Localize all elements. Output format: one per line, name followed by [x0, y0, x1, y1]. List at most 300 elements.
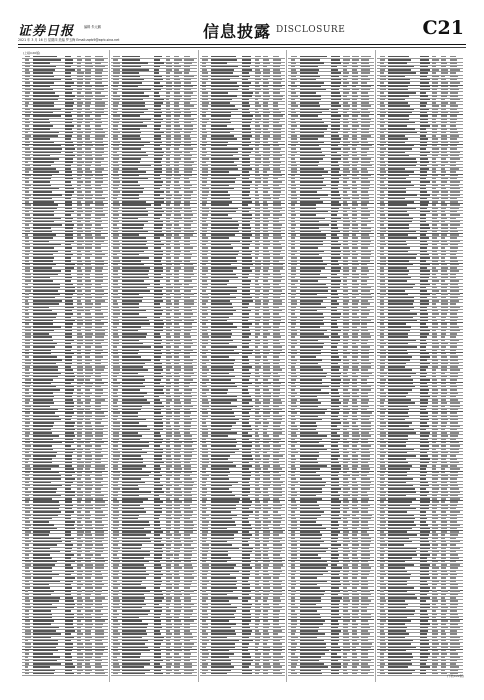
table-cell	[361, 353, 369, 355]
table-cell	[343, 204, 348, 206]
table-cell	[291, 79, 297, 81]
table-cell	[202, 86, 206, 88]
table-cell	[154, 392, 164, 394]
table-cell	[184, 320, 194, 322]
table-cell	[122, 109, 148, 111]
table-cell	[263, 376, 269, 378]
table-cell	[113, 551, 118, 553]
table-cell	[273, 89, 280, 91]
table-cell	[202, 402, 208, 404]
table-cell	[174, 607, 182, 609]
table-cell	[184, 670, 194, 672]
table-cell	[211, 257, 236, 259]
table-cell	[352, 244, 357, 246]
table-cell	[343, 485, 348, 487]
table-cell	[202, 607, 208, 609]
table-cell	[291, 270, 296, 272]
table-cell	[166, 277, 171, 279]
table-cell	[33, 590, 54, 592]
table-cell	[25, 557, 30, 559]
table-cell	[263, 647, 270, 649]
table-cell	[300, 274, 321, 276]
table-cell	[25, 495, 29, 497]
table-cell	[184, 218, 191, 220]
table-cell	[242, 594, 248, 596]
table-cell	[184, 112, 191, 114]
table-cell	[184, 175, 192, 177]
table-cell	[174, 623, 182, 625]
table-cell	[154, 604, 160, 606]
table-cell	[263, 673, 268, 675]
table-cell	[25, 376, 29, 378]
table-cell	[361, 432, 369, 434]
table-cell	[65, 485, 71, 487]
table-cell	[184, 307, 191, 309]
table-cell	[25, 389, 29, 391]
table-cell	[361, 171, 368, 173]
table-cell	[255, 462, 260, 464]
table-cell	[95, 449, 102, 451]
table-cell	[343, 465, 347, 467]
table-cell	[211, 468, 230, 470]
table-cell	[77, 227, 82, 229]
table-cell	[255, 152, 260, 154]
table-cell	[154, 376, 163, 378]
table-cell	[255, 353, 260, 355]
table-cell	[361, 452, 370, 454]
table-cell	[242, 567, 252, 569]
table-cell	[242, 590, 250, 592]
table-cell	[255, 277, 260, 279]
table-cell	[174, 468, 182, 470]
table-cell	[33, 587, 50, 589]
table-cell	[65, 119, 73, 121]
table-cell	[361, 208, 368, 210]
table-cell	[85, 551, 90, 553]
table-cell	[184, 119, 194, 121]
table-cell	[263, 234, 269, 236]
table-cell	[166, 178, 171, 180]
table-cell	[184, 604, 194, 606]
table-cell	[174, 505, 180, 507]
table-cell	[300, 62, 324, 64]
table-cell	[166, 422, 171, 424]
table-cell	[352, 274, 359, 276]
table-cell	[65, 336, 72, 338]
table-cell	[113, 125, 117, 127]
table-cell	[343, 168, 348, 170]
table-cell	[255, 511, 260, 513]
table-cell	[166, 191, 170, 193]
table-cell	[77, 399, 81, 401]
table-cell	[85, 485, 92, 487]
table-cell	[255, 56, 261, 58]
table-cell	[122, 76, 140, 78]
table-cell	[33, 501, 59, 503]
table-cell	[77, 336, 83, 338]
table-cell	[273, 244, 281, 246]
table-cell	[174, 581, 180, 583]
table-cell	[211, 125, 227, 127]
table-cell	[33, 218, 61, 220]
table-cell	[202, 630, 206, 632]
table-cell	[255, 452, 260, 454]
table-cell	[255, 498, 259, 500]
table-cell	[113, 376, 117, 378]
table-cell	[25, 326, 32, 328]
table-cell	[25, 59, 29, 61]
table-cell	[242, 574, 250, 576]
table-cell	[242, 161, 249, 163]
table-cell	[263, 158, 269, 160]
table-cell	[154, 369, 163, 371]
table-cell	[343, 468, 349, 470]
table-cell	[77, 511, 81, 513]
table-cell	[352, 396, 360, 398]
table-cell	[352, 191, 357, 193]
table-cell	[352, 148, 356, 150]
table-cell	[154, 95, 160, 97]
table-cell	[352, 227, 358, 229]
table-cell	[352, 317, 359, 319]
table-cell	[77, 138, 82, 140]
table-cell	[343, 290, 348, 292]
table-cell	[184, 409, 190, 411]
table-cell	[95, 155, 102, 157]
table-cell	[33, 515, 57, 517]
table-cell	[174, 76, 179, 78]
table-cell	[33, 264, 56, 266]
table-cell	[352, 482, 357, 484]
table-cell	[211, 574, 230, 576]
table-cell	[361, 515, 371, 517]
table-cell	[242, 442, 251, 444]
table-cell	[343, 211, 347, 213]
table-cell	[331, 475, 338, 477]
table-cell	[33, 356, 57, 358]
table-cell	[122, 376, 144, 378]
table-cell	[95, 333, 105, 335]
table-cell	[77, 224, 83, 226]
table-cell	[184, 656, 190, 658]
table-cell	[65, 491, 75, 493]
table-cell	[273, 132, 282, 134]
table-cell	[343, 142, 349, 144]
table-cell	[122, 303, 139, 305]
table-cell	[263, 317, 270, 319]
table-cell	[255, 132, 262, 134]
table-cell	[343, 155, 349, 157]
table-cell	[211, 155, 233, 157]
table-cell	[25, 138, 29, 140]
table-cell	[25, 227, 30, 229]
table-cell	[211, 323, 233, 325]
table-cell	[77, 518, 82, 520]
table-cell	[33, 191, 52, 193]
table-cell	[184, 152, 190, 154]
table-cell	[166, 554, 173, 556]
table-cell	[291, 251, 298, 253]
table-cell	[166, 102, 171, 104]
table-cell	[242, 313, 248, 315]
table-cell	[343, 534, 348, 536]
table-cell	[184, 478, 192, 480]
table-cell	[95, 412, 104, 414]
table-cell	[202, 647, 206, 649]
table-cell	[202, 92, 207, 94]
table-cell	[85, 449, 90, 451]
table-cell	[65, 663, 73, 665]
table-cell	[352, 165, 358, 167]
table-cell	[291, 175, 295, 177]
table-cell	[65, 548, 73, 550]
table-cell	[352, 323, 360, 325]
table-cell	[25, 343, 31, 345]
table-cell	[202, 376, 207, 378]
table-cell	[65, 89, 73, 91]
table-cell	[65, 95, 75, 97]
table-cell	[25, 280, 31, 282]
table-cell	[113, 227, 119, 229]
table-cell	[85, 69, 91, 71]
table-cell	[343, 389, 348, 391]
table-cell	[25, 102, 29, 104]
table-cell	[263, 541, 269, 543]
table-cell	[273, 597, 281, 599]
table-cell	[166, 330, 172, 332]
table-cell	[211, 501, 239, 503]
table-cell	[166, 571, 170, 573]
table-cell	[77, 465, 84, 467]
table-cell	[113, 346, 117, 348]
table-cell	[166, 198, 171, 200]
table-cell	[154, 336, 161, 338]
table-cell	[242, 544, 248, 546]
table-cell	[77, 128, 81, 130]
table-cell	[95, 673, 105, 675]
table-cell	[242, 237, 250, 239]
table-cell	[300, 501, 317, 503]
table-cell	[33, 181, 49, 183]
table-cell	[331, 303, 339, 305]
table-cell	[122, 56, 140, 58]
table-cell	[65, 544, 73, 546]
table-cell	[202, 82, 206, 84]
table-cell	[291, 188, 297, 190]
table-cell	[291, 293, 296, 295]
table-cell	[174, 650, 182, 652]
table-cell	[65, 656, 72, 658]
table-cell	[113, 379, 117, 381]
table-cell	[211, 340, 233, 342]
table-cell	[122, 472, 151, 474]
table-cell	[33, 653, 53, 655]
table-cell	[202, 369, 209, 371]
table-cell	[122, 369, 148, 371]
table-cell	[331, 214, 337, 216]
table-cell	[352, 501, 359, 503]
table-cell	[300, 515, 322, 517]
table-cell	[113, 458, 119, 460]
table-cell	[202, 482, 206, 484]
table-cell	[25, 442, 30, 444]
table-cell	[255, 290, 260, 292]
table-cell	[65, 468, 74, 470]
table-cell	[166, 119, 171, 121]
table-cell	[85, 224, 91, 226]
table-cell	[211, 392, 227, 394]
table-cell	[174, 402, 181, 404]
table-cell	[113, 66, 119, 68]
table-cell	[211, 181, 236, 183]
table-cell	[331, 307, 337, 309]
table-cell	[352, 105, 357, 107]
table-cell	[300, 425, 317, 427]
table-cell	[331, 336, 340, 338]
table-cell	[77, 650, 81, 652]
table-cell	[242, 158, 250, 160]
table-cell	[202, 425, 207, 427]
table-cell	[273, 185, 279, 187]
table-cell	[273, 600, 282, 602]
table-cell	[122, 320, 149, 322]
table-cell	[343, 191, 347, 193]
table-cell	[300, 369, 323, 371]
table-cell	[343, 145, 347, 147]
table-cell	[202, 663, 208, 665]
table-cell	[361, 478, 370, 480]
table-cell	[211, 198, 230, 200]
table-cell	[25, 95, 30, 97]
table-cell	[361, 76, 368, 78]
table-cell	[85, 567, 92, 569]
table-cell	[352, 343, 356, 345]
table-cell	[154, 630, 160, 632]
table-cell	[65, 214, 71, 216]
table-cell	[85, 406, 91, 408]
table-cell	[273, 115, 283, 117]
table-cell	[85, 511, 89, 513]
table-cell	[33, 66, 55, 68]
table-cell	[174, 399, 179, 401]
table-column-3	[199, 50, 288, 682]
table-cell	[361, 112, 369, 114]
table-cell	[291, 244, 295, 246]
table-cell	[352, 284, 359, 286]
table-cell	[300, 208, 317, 210]
table-cell	[361, 307, 367, 309]
table-cell	[113, 577, 119, 579]
table-cell	[25, 508, 31, 510]
table-cell	[113, 336, 119, 338]
table-cell	[263, 350, 270, 352]
table-cell	[211, 472, 230, 474]
table-cell	[25, 194, 32, 196]
table-cell	[85, 204, 90, 206]
table-cell	[255, 379, 259, 381]
table-cell	[154, 660, 164, 662]
table-cell	[291, 260, 297, 262]
disclosure-table-area	[21, 50, 465, 682]
table-cell	[113, 132, 119, 134]
table-cell	[361, 198, 368, 200]
table-cell	[343, 297, 349, 299]
table-cell	[184, 498, 192, 500]
table-cell	[65, 270, 71, 272]
table-cell	[65, 399, 73, 401]
table-cell	[343, 303, 348, 305]
table-cell	[202, 168, 208, 170]
table-cell	[122, 541, 151, 543]
table-cell	[361, 326, 367, 328]
table-cell	[361, 82, 367, 84]
table-cell	[211, 69, 234, 71]
table-cell	[166, 122, 172, 124]
table-cell	[202, 112, 206, 114]
table-cell	[33, 211, 54, 213]
table-cell	[211, 264, 231, 266]
table-cell	[184, 610, 193, 612]
table-cell	[211, 607, 237, 609]
table-cell	[184, 445, 192, 447]
table-cell	[113, 138, 118, 140]
table-cell	[202, 501, 206, 503]
table-cell	[65, 69, 75, 71]
table-cell	[273, 155, 283, 157]
table-cell	[166, 231, 171, 233]
table-cell	[122, 119, 151, 121]
table-cell	[122, 567, 146, 569]
table-cell	[273, 587, 283, 589]
table-cell	[25, 274, 31, 276]
table-cell	[255, 95, 261, 97]
table-cell	[291, 257, 297, 259]
table-cell	[352, 422, 356, 424]
table-cell	[25, 254, 29, 256]
table-cell	[242, 584, 249, 586]
table-cell	[174, 307, 179, 309]
table-cell	[33, 617, 51, 619]
table-cell	[174, 495, 181, 497]
table-cell	[174, 284, 181, 286]
table-cell	[184, 211, 192, 213]
table-cell	[361, 284, 367, 286]
table-cell	[352, 336, 358, 338]
table-cell	[242, 221, 250, 223]
table-cell	[263, 119, 269, 121]
table-cell	[33, 307, 49, 309]
table-cell	[25, 614, 29, 616]
table-cell	[174, 511, 181, 513]
table-cell	[273, 485, 282, 487]
table-cell	[211, 168, 238, 170]
table-cell	[263, 194, 270, 196]
table-cell	[113, 462, 118, 464]
table-cell	[77, 425, 83, 427]
table-cell	[174, 452, 179, 454]
table-cell	[202, 551, 208, 553]
table-cell	[25, 148, 30, 150]
table-cell	[263, 69, 270, 71]
table-cell	[174, 69, 179, 71]
table-cell	[113, 607, 119, 609]
table-cell	[331, 119, 339, 121]
table-cell	[113, 508, 117, 510]
table-cell	[331, 290, 337, 292]
table-cell	[33, 389, 60, 391]
table-cell	[361, 148, 369, 150]
table-cell	[154, 277, 163, 279]
